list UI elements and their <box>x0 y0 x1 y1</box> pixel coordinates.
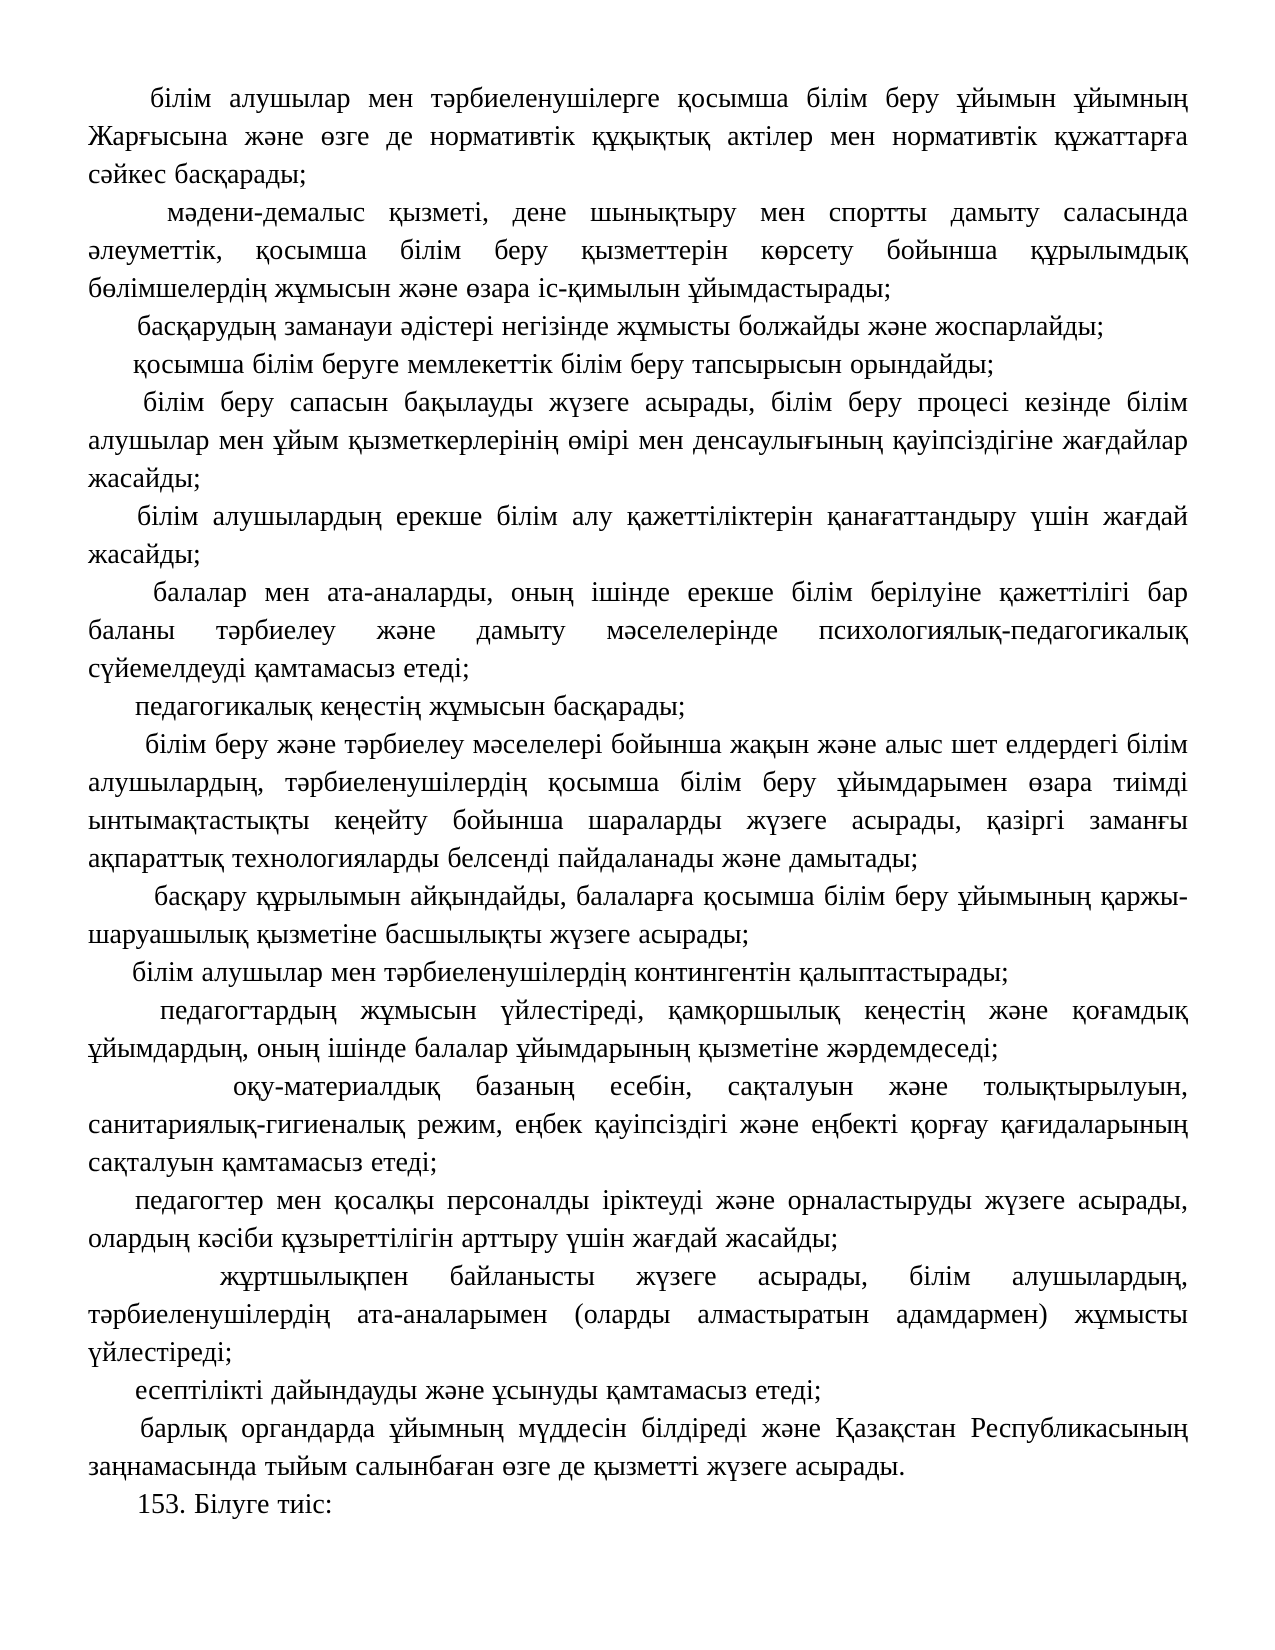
paragraph-8: педагогикалық кеңестің жұмысын басқарады; <box>135 691 686 722</box>
paragraph-11: білім алушылар мен тәрбиеленушілердің контингентін қалыптастырады; <box>132 957 1009 988</box>
paragraph-14: педагогтер мен қосалқы персоналды іріктеуді және орналастыруды жүзеге асырады, олардың кәсіби құзыреттілігін арттыру үшін жағдай жасайды; <box>88 1185 1188 1254</box>
paragraph-16: есептілікті дайындауды және ұсынуды қамтамасыз етеді; <box>135 1375 822 1406</box>
paragraph-3: басқарудың заманауи әдістері негізінде жұмысты болжайды және жоспарлайды; <box>137 311 1105 342</box>
numbered-item-153: 153. Білуге тиіс: <box>137 1489 333 1520</box>
paragraph-1: білім алушылар мен тәрбиеленушілерге қосымша білім беру ұйымын ұйымның Жарғысына және өзге де нормативтік құқықтық актілер мен нормативтік құжаттарға сәйкес басқарады; <box>88 83 1188 190</box>
paragraph-4: қосымша білім беруге мемлекеттік білім беру тапсырысын орындайды; <box>133 349 995 380</box>
paragraph-17: барлық органдарда ұйымның мүддесін білдіреді және Қазақстан Республикасының заңнамасында тыйым салынбаған өзге де қызметті жүзеге асырады. <box>88 1413 1188 1482</box>
paragraph-7: балалар мен ата-аналарды, оның ішінде ерекше білім берілуіне қажеттілігі бар баланы тәрбиелеу және дамыту мәселелерінде психологиялық-педагогикалық сүйемелдеуді қамтамасыз етеді; <box>88 577 1188 684</box>
paragraph-12: педагогтардың жұмысын үйлестіреді, қамқоршылық кеңестің және қоғамдық ұйымдардың, оның ішінде балалар ұйымдарының қызметіне жәрдемдеседі; <box>88 995 1188 1064</box>
paragraph-5: білім беру сапасын бақылауды жүзеге асырады, білім беру процесі кезінде білім алушылар мен ұйым қызметкерлерінің өмірі мен денсаулығының қауіпсіздігіне жағдайлар жасайды; <box>88 387 1188 494</box>
paragraph-6: білім алушылардың ерекше білім алу қажеттіліктерін қанағаттандыру үшін жағдай жасайды; <box>88 501 1188 570</box>
paragraph-13: оқу-материалдық базаның есебін, сақталуын және толықтырылуын, санитариялық-гигиеналық режим, еңбек қауіпсіздігі және еңбекті қорғау қағидаларының сақталуын қамтамасыз етеді; <box>88 1071 1188 1178</box>
paragraph-9: білім беру және тәрбиелеу мәселелері бойынша жақын және алыс шет елдердегі білім алушылардың, тәрбиеленушілердің қосымша білім беру ұйымдарымен өзара тиімді ынтымақтастықты кеңейту бойынша шараларды жүзеге асырады, қазіргі заманғы ақпараттық технологияларды белсенді пайдаланады және дамытады; <box>88 729 1188 874</box>
paragraph-15: жұртшылықпен байланысты жүзеге асырады, білім алушылардың, тәрбиеленушілердің ата-аналарымен (оларды алмастыратын адамдармен) жұмысты үйлестіреді; <box>88 1261 1188 1368</box>
paragraph-2: мәдени-демалыс қызметі, дене шынықтыру мен спортты дамыту саласында әлеуметтік, қосымша білім беру қызметтерін көрсету бойынша құрылымдық бөлімшелердің жұмысын және өзара іс-қимылын ұйымдастырады; <box>88 197 1188 304</box>
paragraph-10: басқару құрылымын айқындайды, балаларға қосымша білім беру ұйымының қаржы-шаруашылық қызметіне басшылықты жүзеге асырады; <box>88 881 1188 950</box>
